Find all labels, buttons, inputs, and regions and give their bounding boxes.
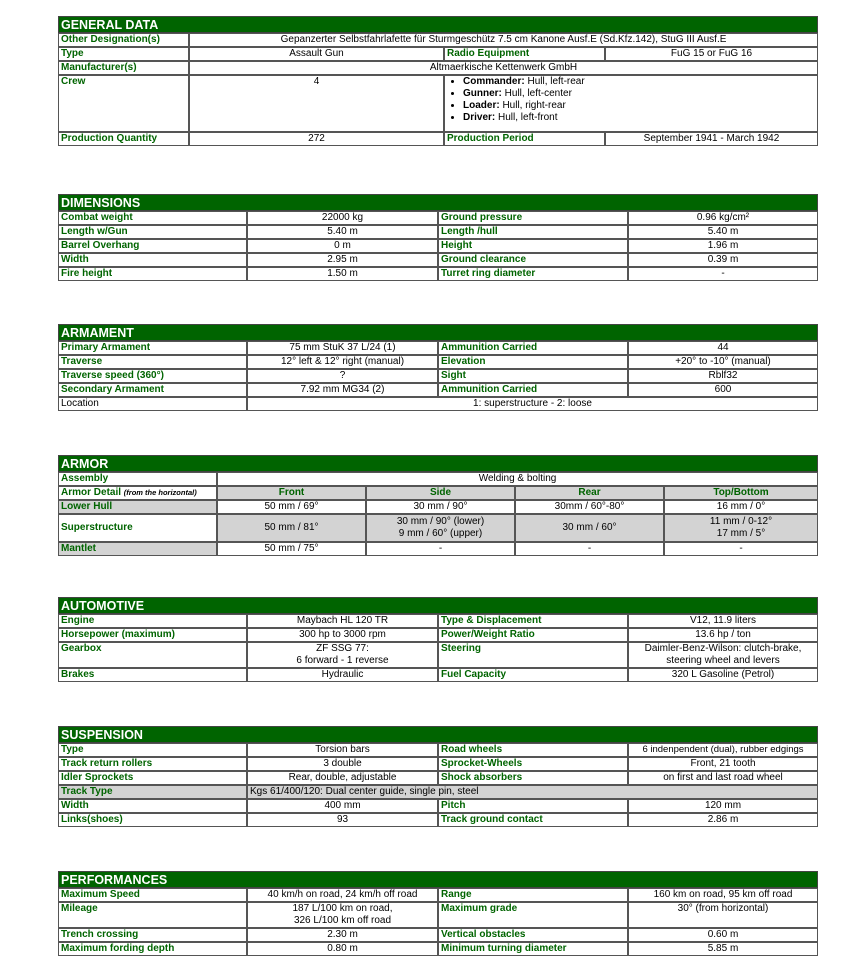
- row-value: 40 km/h on road, 24 km/h off road: [247, 888, 438, 902]
- row-value: 22000 kg: [247, 211, 438, 225]
- row-value: Rblf32: [628, 369, 818, 383]
- row-label: Links(shoes): [58, 813, 247, 827]
- row-value: Daimler-Benz-Wilson: clutch-brake, steering wheel and levers: [628, 642, 818, 668]
- row-label: Track Type: [58, 785, 247, 799]
- row-value: 0.60 m: [628, 928, 818, 942]
- table-row: [58, 397, 818, 411]
- row-label: Type: [58, 743, 247, 757]
- row-value: Kgs 61/400/120: Dual center guide, single pin, steel: [247, 785, 818, 799]
- table-row: [58, 628, 818, 642]
- row-value: 6 indenpendent (dual), rubber edgings: [628, 743, 818, 757]
- row-value: 3 double: [247, 757, 438, 771]
- table-row: [58, 743, 818, 757]
- table-row: [58, 888, 818, 902]
- table-row: [58, 542, 818, 556]
- row-label: Combat weight: [58, 211, 247, 225]
- row-value: 16 mm / 0°: [664, 500, 818, 514]
- row-label: Sprocket-Wheels: [438, 757, 628, 771]
- row-label: Mantlet: [58, 542, 217, 556]
- suspension-table: [58, 743, 818, 827]
- table-row: [58, 942, 818, 956]
- row-value: September 1941 - March 1942: [605, 132, 818, 146]
- row-value: 44: [628, 341, 818, 355]
- row-label: Type: [58, 47, 189, 61]
- row-value: 50 mm / 69°: [217, 500, 366, 514]
- row-value: 5.40 m: [628, 225, 818, 239]
- row-label: Steering: [438, 642, 628, 668]
- row-value: Altmaerkische Kettenwerk GmbH: [189, 61, 818, 75]
- row-label: Barrel Overhang: [58, 239, 247, 253]
- row-label: Ammunition Carried: [438, 383, 628, 397]
- row-label: Location: [58, 397, 247, 411]
- column-header: Top/Bottom: [664, 486, 818, 500]
- row-value: Hydraulic: [247, 668, 438, 682]
- row-label: Shock absorbers: [438, 771, 628, 785]
- performances-section: [58, 871, 818, 956]
- row-label: Elevation: [438, 355, 628, 369]
- row-label: Crew: [58, 75, 189, 132]
- table-row: [58, 902, 818, 928]
- row-label: Length /hull: [438, 225, 628, 239]
- row-value: 400 mm: [247, 799, 438, 813]
- row-label: Traverse speed (360°): [58, 369, 247, 383]
- table-row: [58, 341, 818, 355]
- row-value: Maybach HL 120 TR: [247, 614, 438, 628]
- list-item: • Driver: Hull, left-front: [463, 112, 815, 124]
- row-label: Fire height: [58, 267, 247, 281]
- row-value: Rear, double, adjustable: [247, 771, 438, 785]
- list-item: • Gunner: Hull, left-center: [463, 88, 815, 100]
- row-label: Minimum turning diameter: [438, 942, 628, 956]
- row-value: Front, 21 tooth: [628, 757, 818, 771]
- row-label: Length w/Gun: [58, 225, 247, 239]
- row-value: 30mm / 60°-80°: [515, 500, 664, 514]
- row-label: Radio Equipment: [444, 47, 605, 61]
- row-label: Superstructure: [58, 514, 217, 542]
- row-label: Manufacturer(s): [58, 61, 189, 75]
- row-label: Height: [438, 239, 628, 253]
- row-value: -: [628, 267, 818, 281]
- armor-table: [58, 472, 818, 556]
- row-label: Production Period: [444, 132, 605, 146]
- row-value: Welding & bolting: [217, 472, 818, 486]
- row-value: 0.39 m: [628, 253, 818, 267]
- row-value: 320 L Gasoline (Petrol): [628, 668, 818, 682]
- row-value: 50 mm / 81°: [217, 514, 366, 542]
- row-label: Lower Hull: [58, 500, 217, 514]
- suspension-section: [58, 726, 818, 827]
- row-value: on first and last road wheel: [628, 771, 818, 785]
- table-row: [58, 799, 818, 813]
- table-row: [58, 239, 818, 253]
- armor-header: ARMOR: [58, 455, 818, 472]
- row-value: 30° (from horizontal): [628, 902, 818, 928]
- table-row: [58, 225, 818, 239]
- table-row: [58, 757, 818, 771]
- row-label: Gearbox: [58, 642, 247, 668]
- row-value: 300 hp to 3000 rpm: [247, 628, 438, 642]
- row-value: 5.40 m: [247, 225, 438, 239]
- row-value: 1.50 m: [247, 267, 438, 281]
- row-value: Torsion bars: [247, 743, 438, 757]
- row-label: Engine: [58, 614, 247, 628]
- row-value: 2.86 m: [628, 813, 818, 827]
- table-row: [58, 500, 818, 514]
- row-label: Trench crossing: [58, 928, 247, 942]
- table-row: [58, 369, 818, 383]
- row-value: Assault Gun: [189, 47, 444, 61]
- row-value: 0.96 kg/cm²: [628, 211, 818, 225]
- crew-roles-cell: [444, 75, 818, 132]
- row-value: 0 m: [247, 239, 438, 253]
- armor-section: [58, 455, 818, 556]
- row-value: ?: [247, 369, 438, 383]
- performances-table: [58, 888, 818, 956]
- table-row: [58, 785, 818, 799]
- armor-detail-label: Armor Detail (from the horizontal): [58, 486, 217, 500]
- row-value: 272: [189, 132, 444, 146]
- row-value: 4: [189, 75, 444, 132]
- dimensions-section: [58, 194, 818, 281]
- row-label: Other Designation(s): [58, 33, 189, 47]
- row-label: Pitch: [438, 799, 628, 813]
- row-label: Track return rollers: [58, 757, 247, 771]
- suspension-header: SUSPENSION: [58, 726, 818, 743]
- row-label: Mileage: [58, 902, 247, 928]
- row-value: 30 mm / 60°: [515, 514, 664, 542]
- row-label: Range: [438, 888, 628, 902]
- table-row: [58, 514, 818, 542]
- row-label: Vertical obstacles: [438, 928, 628, 942]
- row-label: Road wheels: [438, 743, 628, 757]
- row-value: -: [366, 542, 515, 556]
- row-label: Maximum fording depth: [58, 942, 247, 956]
- row-value: 30 mm / 90° (lower) 9 mm / 60° (upper): [366, 514, 515, 542]
- row-value: 120 mm: [628, 799, 818, 813]
- row-value: 13.6 hp / ton: [628, 628, 818, 642]
- row-label: Maximum Speed: [58, 888, 247, 902]
- row-label: Width: [58, 799, 247, 813]
- row-value: ZF SSG 77: 6 forward - 1 reverse: [247, 642, 438, 668]
- row-label: Idler Sprockets: [58, 771, 247, 785]
- automotive-section: [58, 597, 818, 682]
- row-value: -: [515, 542, 664, 556]
- table-row: [58, 614, 818, 628]
- armament-table: [58, 341, 818, 411]
- row-value: FuG 15 or FuG 16: [605, 47, 818, 61]
- row-value: +20° to -10° (manual): [628, 355, 818, 369]
- table-row: [58, 642, 818, 668]
- row-value: 2.95 m: [247, 253, 438, 267]
- column-header: Front: [217, 486, 366, 500]
- row-label: Assembly: [58, 472, 217, 486]
- table-row: [58, 253, 818, 267]
- crew-roles-list: [445, 76, 815, 124]
- row-value: 50 mm / 75°: [217, 542, 366, 556]
- table-row: [58, 486, 818, 500]
- row-value: 1.96 m: [628, 239, 818, 253]
- row-value: 600: [628, 383, 818, 397]
- armament-section: [58, 324, 818, 411]
- row-value: 1: superstructure - 2: loose: [247, 397, 818, 411]
- row-value: 5.85 m: [628, 942, 818, 956]
- row-label: Secondary Armament: [58, 383, 247, 397]
- row-label: Ammunition Carried: [438, 341, 628, 355]
- row-label: Ground clearance: [438, 253, 628, 267]
- row-value: Gepanzerter Selbstfahrlafette für Sturmgeschütz 7.5 cm Kanone Ausf.E (Sd.Kfz.142), StuG III Ausf.E: [189, 33, 818, 47]
- table-row: [58, 472, 818, 486]
- row-value: 30 mm / 90°: [366, 500, 515, 514]
- table-row: [58, 771, 818, 785]
- row-label: Fuel Capacity: [438, 668, 628, 682]
- row-value: 75 mm StuK 37 L/24 (1): [247, 341, 438, 355]
- row-value: 187 L/100 km on road, 326 L/100 km off road: [247, 902, 438, 928]
- row-label: Primary Armament: [58, 341, 247, 355]
- general-data-table: [58, 33, 818, 146]
- row-value: 12° left & 12° right (manual): [247, 355, 438, 369]
- row-value: 11 mm / 0-12° 17 mm / 5°: [664, 514, 818, 542]
- performances-header: PERFORMANCES: [58, 871, 818, 888]
- table-row: [58, 813, 818, 827]
- automotive-header: AUTOMOTIVE: [58, 597, 818, 614]
- armament-header: ARMAMENT: [58, 324, 818, 341]
- table-row: [58, 211, 818, 225]
- general-data-header: GENERAL DATA: [58, 16, 818, 33]
- row-label: Power/Weight Ratio: [438, 628, 628, 642]
- table-row: [58, 928, 818, 942]
- table-row: [58, 267, 818, 281]
- row-label: Sight: [438, 369, 628, 383]
- table-row: [58, 668, 818, 682]
- automotive-table: [58, 614, 818, 682]
- column-header: Rear: [515, 486, 664, 500]
- row-value: V12, 11.9 liters: [628, 614, 818, 628]
- row-value: 160 km on road, 95 km off road: [628, 888, 818, 902]
- row-value: 0.80 m: [247, 942, 438, 956]
- list-item: • Commander: Hull, left-rear: [463, 76, 815, 88]
- general-data-section: [58, 16, 818, 146]
- table-row: [58, 355, 818, 369]
- row-label: Traverse: [58, 355, 247, 369]
- row-label: Horsepower (maximum): [58, 628, 247, 642]
- row-value: 93: [247, 813, 438, 827]
- column-header: Side: [366, 486, 515, 500]
- dimensions-table: [58, 211, 818, 281]
- row-label: Type & Displacement: [438, 614, 628, 628]
- row-label: Brakes: [58, 668, 247, 682]
- row-label: Turret ring diameter: [438, 267, 628, 281]
- row-label: Track ground contact: [438, 813, 628, 827]
- row-value: 7.92 mm MG34 (2): [247, 383, 438, 397]
- dimensions-header: DIMENSIONS: [58, 194, 818, 211]
- row-value: 2.30 m: [247, 928, 438, 942]
- list-item: • Loader: Hull, right-rear: [463, 100, 815, 112]
- row-label: Width: [58, 253, 247, 267]
- row-label: Ground pressure: [438, 211, 628, 225]
- table-row: [58, 383, 818, 397]
- row-value: -: [664, 542, 818, 556]
- row-label: Maximum grade: [438, 902, 628, 928]
- row-label: Production Quantity: [58, 132, 189, 146]
